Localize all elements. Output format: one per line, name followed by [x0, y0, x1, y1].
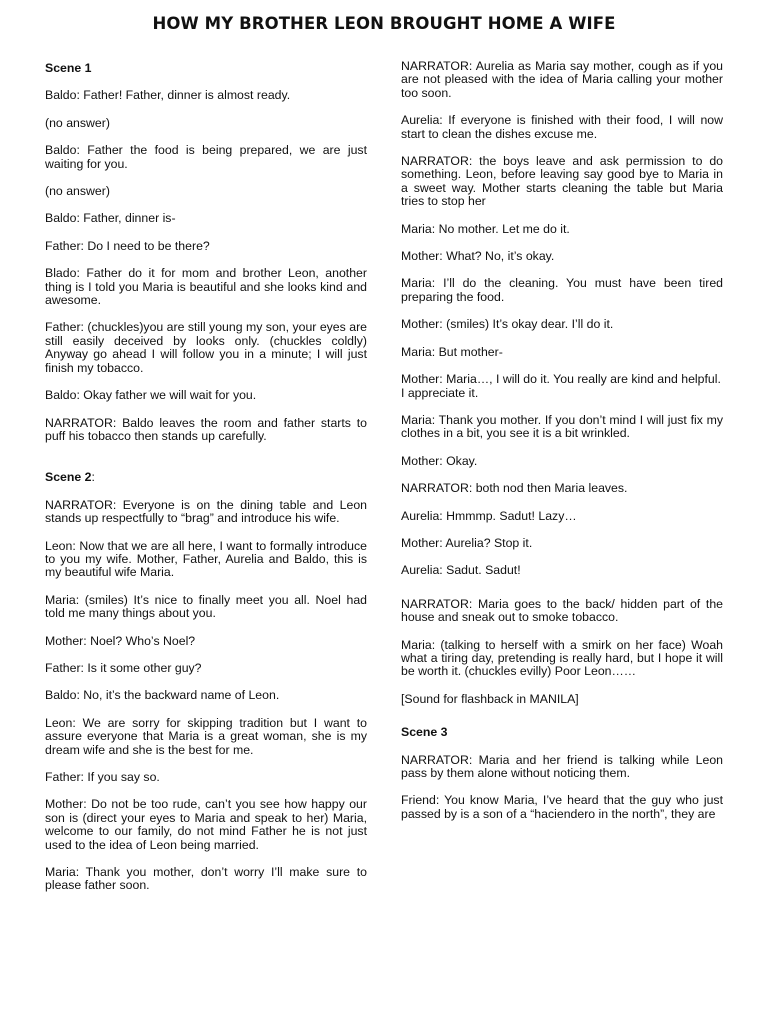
dialogue-line: Mother: Noel? Who’s Noel?: [45, 633, 196, 648]
dialogue-line: Baldo: Father, dinner is-: [45, 211, 176, 226]
right-column: [401, 60, 723, 835]
dialogue-line: Mother: Maria…, I will do it. You really are kind and helpful.: [401, 372, 721, 387]
narrator-line: NARRATOR: both nod then Maria leaves.: [401, 481, 628, 496]
dialogue-line: Mother: Do not be too rude, can’t you see how happy our son is (direct your eyes to Maria and speak to her) Maria, welcome to our family, do not mind Father he is not just used to the idea of Leon being married.: [45, 797, 367, 852]
document-title: HOW MY BROTHER LEON BROUGHT HOME A WIFE: [152, 14, 616, 33]
dialogue-line: Aurelia: If everyone is finished with their food, I will now start to clean the dishes excuse me.: [401, 113, 723, 141]
dialogue-line: Maria: (smiles) It’s nice to finally meet you all. Noel had told me many things about you.: [45, 592, 367, 621]
narrator-line: NARRATOR: Everyone is on the dining table and Leon stands up respectfully to “brag” and introduce his wife.: [45, 497, 367, 526]
dialogue-line: Friend: You know Maria, I’ve heard that the guy who just passed by is a son of a “haciendero in the north”, they are: [401, 793, 723, 821]
dialogue-line: Baldo: Father the food is being prepared, we are just waiting for you.: [45, 143, 367, 171]
dialogue-line: Father: (chuckles)you are still young my son, your eyes are still easily deceived by looks only. (chuckles coldly) Anyway go ahead I will follow you in a minute; I will just finish my tobacco.: [45, 320, 367, 375]
dialogue-line: Mother: Aurelia? Stop it.: [401, 535, 533, 550]
scene-heading: Scene 3: [401, 725, 448, 740]
dialogue-line-continued: I appreciate it.: [401, 385, 479, 400]
narrator-line: NARRATOR: Aurelia as Maria say mother, cough as if you are not pleased with the idea of Maria calling your mother too soon.: [401, 59, 723, 100]
dialogue-line: Blado: Father do it for mom and brother Leon, another thing is I told you Maria is beautiful and she looks kind and awesome.: [45, 266, 367, 308]
left-column: [45, 62, 367, 907]
dialogue-line: Mother: What? No, it’s okay.: [401, 249, 555, 264]
scene-heading-text: Scene 2: [45, 470, 92, 485]
spacer: [45, 457, 367, 471]
dialogue-line: Mother: Okay.: [401, 453, 478, 468]
dialogue-line: Father: Is it some other guy?: [45, 660, 202, 675]
dialogue-line: Baldo: No, it’s the backward name of Leon.: [45, 688, 280, 703]
dialogue-line: Father: If you say so.: [45, 770, 160, 784]
sound-cue: [Sound for flashback in MANILA]: [401, 691, 579, 706]
dialogue-line: Maria: Thank you mother. If you don’t mind I will just fix my clothes in a bit, you see it is a bit wrinkled.: [401, 412, 723, 441]
dialogue-line: Maria: Thank you mother, don’t worry I’ll make sure to please father soon.: [45, 865, 367, 893]
dialogue-line: Maria: But mother-: [401, 344, 503, 359]
narrator-line: NARRATOR: the boys leave and ask permission to do something. Leon, before leaving say good bye to Maria in a sweet way. Mother starts cleaning the table but Maria tries to stop her: [401, 154, 723, 209]
dialogue-line: Maria: (talking to herself with a smirk on her face) Woah what a tiring day, pretending is really hard, but I hope it will be worth it. (chuckles evilly) Poor Leon……: [401, 637, 723, 679]
dialogue-line: Maria: I’ll do the cleaning. You must have been tired preparing the food.: [401, 276, 723, 304]
narrator-line: NARRATOR: Maria goes to the back/ hidden part of the house and sneak out to smoke tobacco.: [401, 596, 723, 625]
dialogue-line: Maria: No mother. Let me do it.: [401, 221, 570, 236]
scene-heading-colon: :: [91, 470, 95, 485]
scene-heading: [45, 471, 367, 484]
scene-heading: Scene 1: [45, 61, 92, 75]
dialogue-line: Leon: We are sorry for skipping tradition but I want to assure everyone that Maria is a great woman, she is my dream wife and she is the best for me.: [45, 715, 367, 757]
stage-direction: (no answer): [45, 184, 110, 199]
stage-direction: (no answer): [45, 115, 110, 130]
dialogue-line: Mother: (smiles) It’s okay dear. I’ll do it.: [401, 317, 614, 332]
narrator-line: NARRATOR: Baldo leaves the room and father starts to puff his tobacco then stands up carefully.: [45, 415, 367, 443]
dialogue-line: Aurelia: Hmmmp. Sadut! Lazy…: [401, 508, 577, 523]
dialogue-line: Baldo: Father! Father, dinner is almost ready.: [45, 88, 291, 103]
dialogue-line: Leon: Now that we are all here, I want to formally introduce to you my wife. Mother, Father, Aurelia and Baldo, this is my beautiful wife Maria.: [45, 538, 367, 580]
dialogue-line: Aurelia: Sadut. Sadut!: [401, 563, 521, 578]
dialogue-line: Father: Do I need to be there?: [45, 238, 210, 253]
dialogue-line: Baldo: Okay father we will wait for you.: [45, 388, 257, 403]
narrator-line: NARRATOR: Maria and her friend is talking while Leon pass by them alone without noticing them.: [401, 752, 723, 780]
